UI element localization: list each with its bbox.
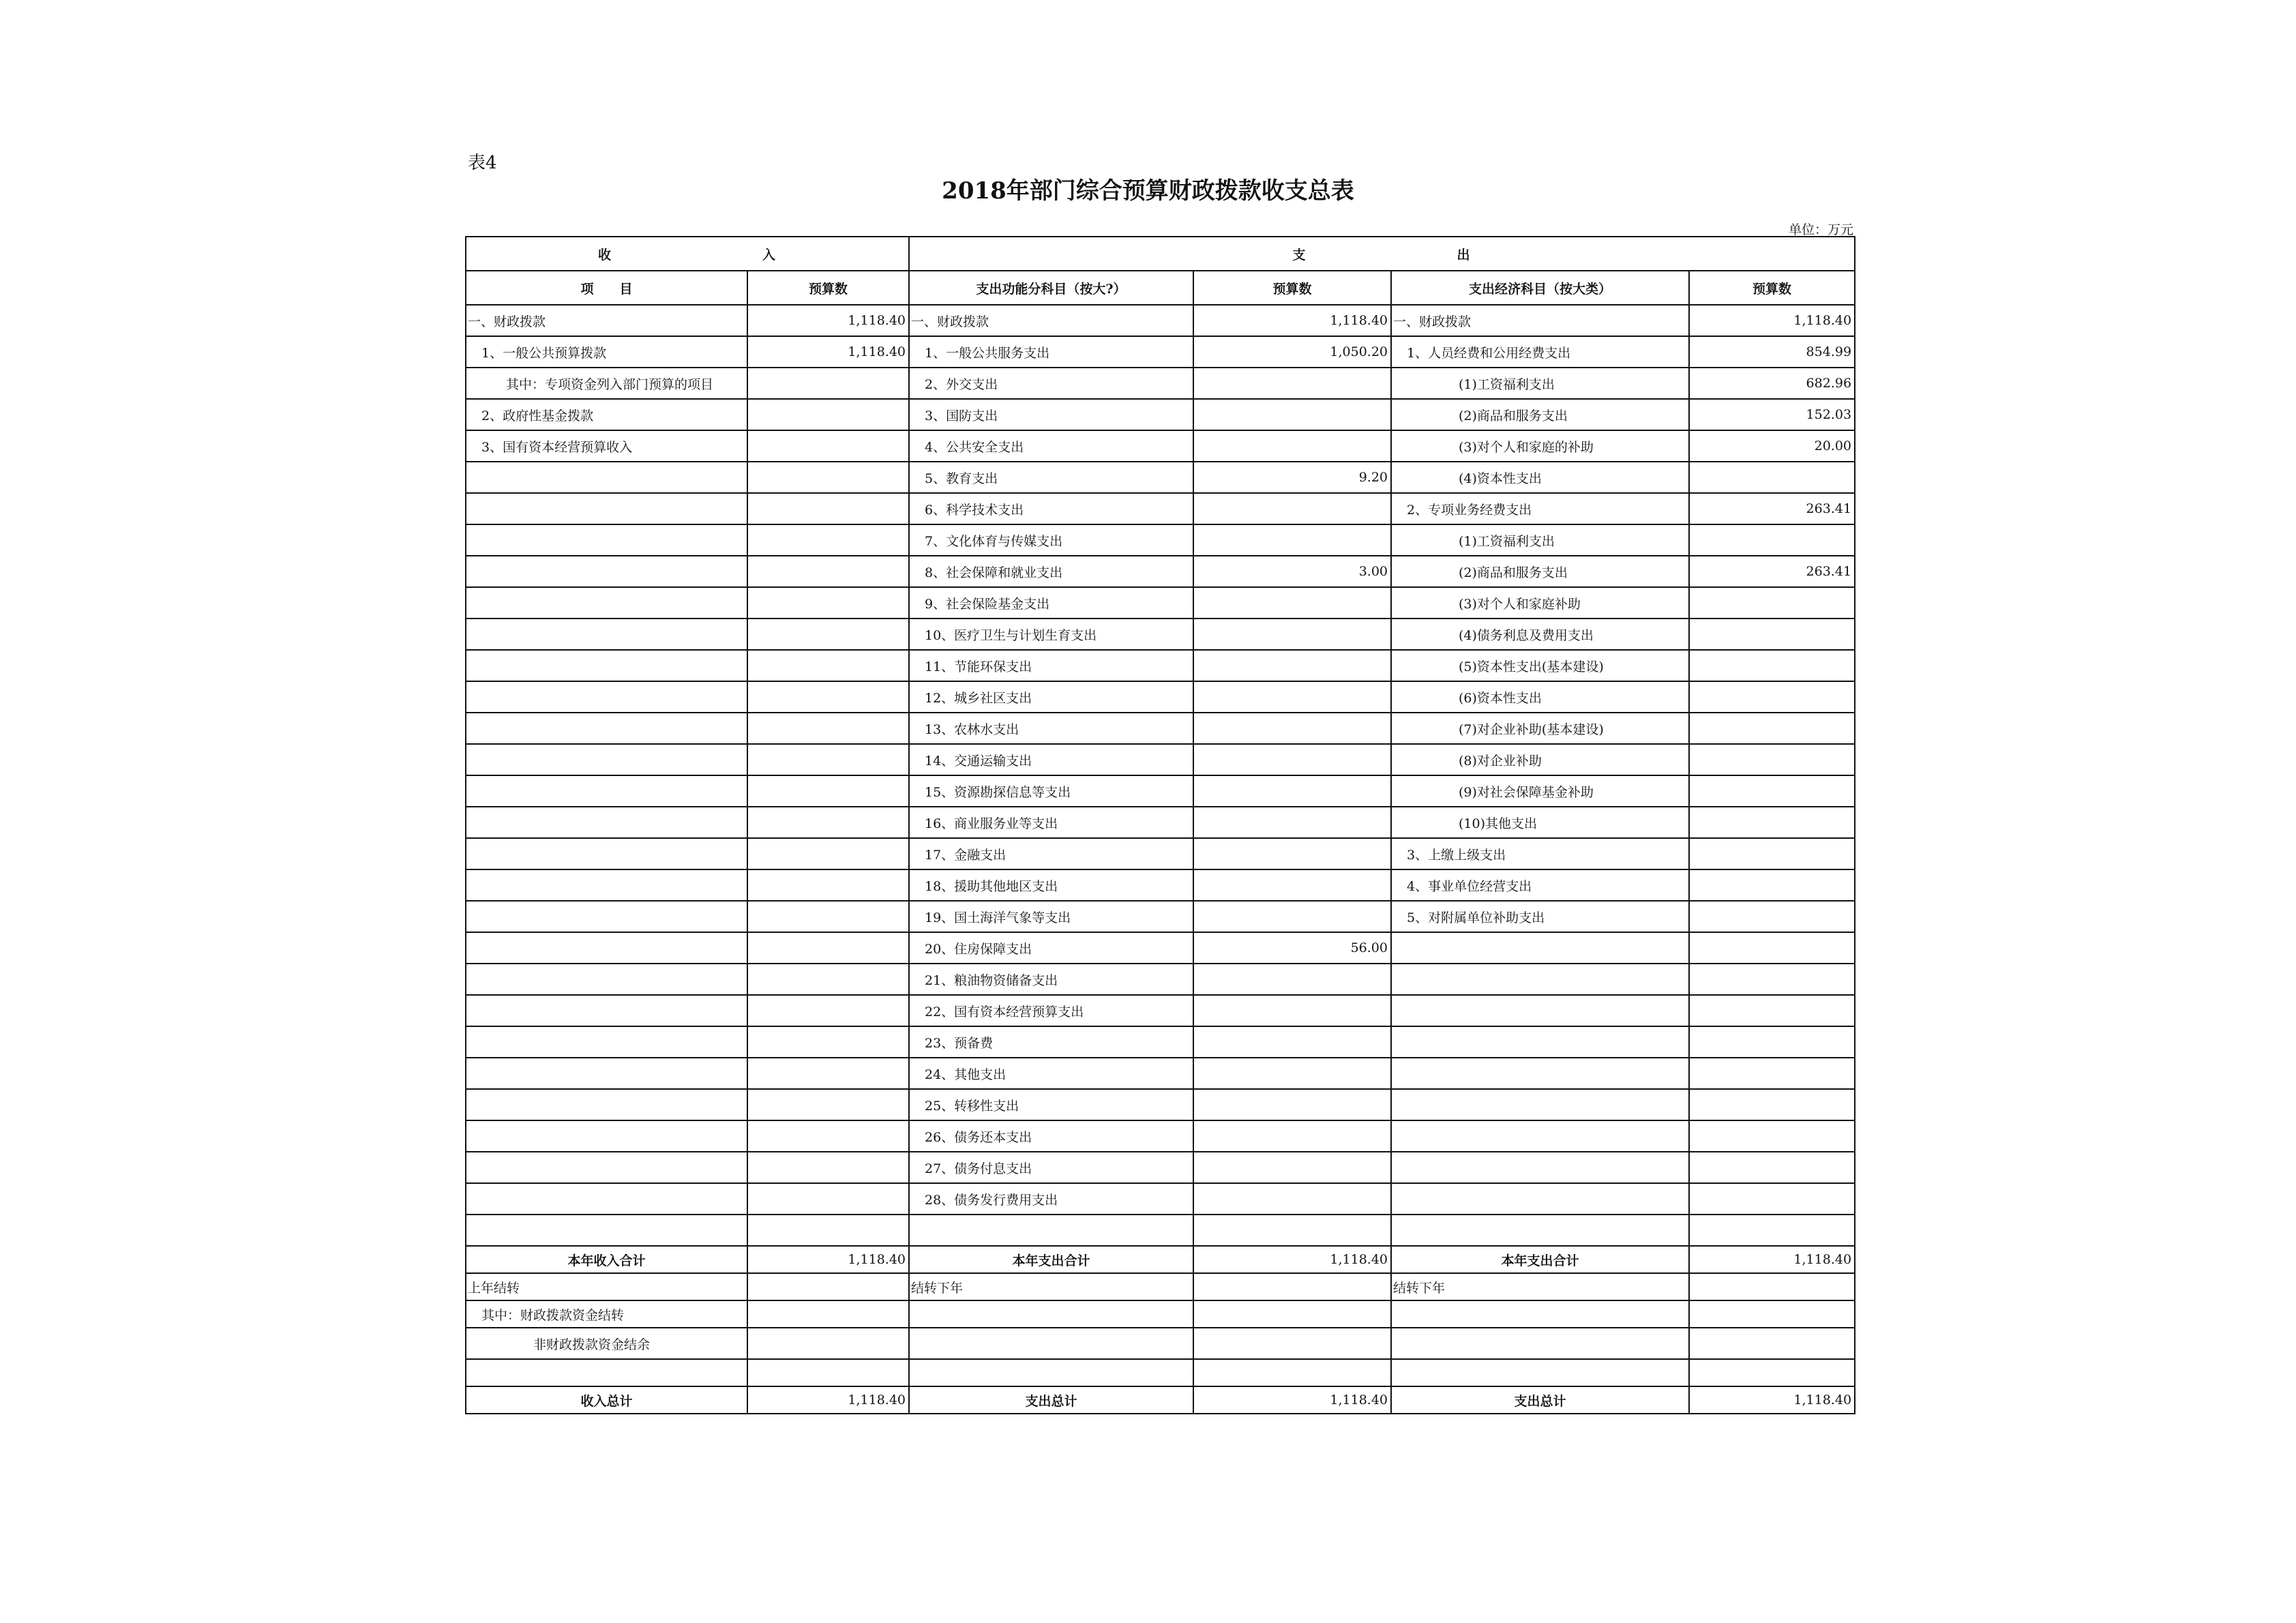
- economic-item-cell: [1391, 1026, 1689, 1058]
- function-budget-cell: [1193, 493, 1391, 524]
- table-row: [466, 995, 1855, 1026]
- function-item-cell: 3、国防支出: [909, 399, 1193, 430]
- income-item-cell: [466, 1058, 747, 1089]
- economic-item-cell: 4、事业单位经营支出: [1391, 869, 1689, 901]
- function-item-cell: 18、援助其他地区支出: [909, 869, 1193, 901]
- table-row: [466, 964, 1855, 995]
- income-item-cell: [466, 713, 747, 744]
- economic-item-cell: (3)对个人和家庭的补助: [1391, 430, 1689, 462]
- economic-budget-cell: [1689, 869, 1855, 901]
- economic-budget-cell: [1689, 650, 1855, 681]
- function-item-cell: 26、债务还本支出: [909, 1120, 1193, 1152]
- economic-budget-cell: [1689, 1183, 1855, 1215]
- income-budget-cell: [747, 524, 909, 556]
- income-budget-cell: [747, 650, 909, 681]
- income-budget-cell: [747, 399, 909, 430]
- economic-budget-cell: [1689, 1026, 1855, 1058]
- economic-budget-cell: [1689, 964, 1855, 995]
- income-item-cell: [466, 838, 747, 869]
- function-item-cell: 9、社会保险基金支出: [909, 587, 1193, 619]
- economic-budget-cell: 854.99: [1689, 336, 1855, 368]
- cell: [747, 1300, 909, 1328]
- expense-section-header: 支 出: [909, 237, 1855, 271]
- function-budget-cell: [1193, 838, 1391, 869]
- income-item-cell: 3、国有资本经营预算收入: [466, 430, 747, 462]
- economic-budget-cell: 1,118.40: [1689, 305, 1855, 336]
- economic-item-cell: 2、专项业务经费支出: [1391, 493, 1689, 524]
- economic-item-cell: 5、对附属单位补助支出: [1391, 901, 1689, 932]
- column-header-row: [466, 271, 1855, 305]
- economic-budget-cell: [1689, 1089, 1855, 1120]
- function-budget-cell: [1193, 650, 1391, 681]
- income-item-cell: [466, 807, 747, 838]
- cell: [1391, 1328, 1689, 1359]
- income-budget-cell: [747, 556, 909, 587]
- function-budget-cell: [1193, 1026, 1391, 1058]
- income-budget-cell: 1,118.40: [747, 336, 909, 368]
- economic-budget-cell: [1689, 744, 1855, 775]
- income-item-cell: [466, 650, 747, 681]
- document-title: 2018年部门综合预算财政拨款收支总表: [942, 177, 1354, 205]
- table-row: [466, 1215, 1855, 1246]
- function-item-cell: 12、城乡社区支出: [909, 681, 1193, 713]
- function-budget-cell: 1,050.20: [1193, 336, 1391, 368]
- col-header-function-budget: 预算数: [1193, 271, 1391, 305]
- economic-item-cell: [1391, 932, 1689, 964]
- income-item-cell: [466, 901, 747, 932]
- table-row: [466, 1058, 1855, 1089]
- function-budget-cell: [1193, 619, 1391, 650]
- table-row: [466, 399, 1855, 430]
- income-section-header: 收 入: [466, 237, 909, 271]
- economic-budget-cell: [1689, 775, 1855, 807]
- cell: [1391, 1300, 1689, 1328]
- year-expense-total-label-2: 本年支出合计: [1391, 1246, 1689, 1273]
- economic-budget-cell: [1689, 1215, 1855, 1246]
- economic-item-cell: (4)资本性支出: [1391, 462, 1689, 493]
- economic-item-cell: [1391, 1215, 1689, 1246]
- function-budget-cell: [1193, 775, 1391, 807]
- year-expense-total-label: 本年支出合计: [909, 1246, 1193, 1273]
- function-budget-cell: [1193, 1058, 1391, 1089]
- function-item-cell: 21、粮油物资储备支出: [909, 964, 1193, 995]
- income-budget-cell: [747, 744, 909, 775]
- economic-item-cell: [1391, 1089, 1689, 1120]
- economic-budget-cell: [1689, 1058, 1855, 1089]
- table-row: [466, 493, 1855, 524]
- cell: [1193, 1328, 1391, 1359]
- table-row: [466, 838, 1855, 869]
- non-fiscal-carry-row: [466, 1328, 1855, 1359]
- table-row: [466, 807, 1855, 838]
- income-item-cell: [466, 681, 747, 713]
- income-item-cell: [466, 493, 747, 524]
- year-income-total: 1,118.40: [747, 1246, 909, 1273]
- income-item-cell: 1、一般公共预算拨款: [466, 336, 747, 368]
- income-budget-cell: 1,118.40: [747, 305, 909, 336]
- function-budget-cell: [1193, 1183, 1391, 1215]
- cell: [1689, 1328, 1855, 1359]
- function-budget-cell: [1193, 681, 1391, 713]
- table-row: [466, 744, 1855, 775]
- function-budget-cell: [1193, 744, 1391, 775]
- income-budget-cell: [747, 1183, 909, 1215]
- economic-budget-cell: [1689, 901, 1855, 932]
- function-item-cell: 6、科学技术支出: [909, 493, 1193, 524]
- cell: [747, 1328, 909, 1359]
- table-row: [466, 1026, 1855, 1058]
- economic-budget-cell: [1689, 587, 1855, 619]
- economic-item-cell: 3、上缴上级支出: [1391, 838, 1689, 869]
- year-income-total-label: 本年收入合计: [466, 1246, 747, 1273]
- function-item-cell: 20、住房保障支出: [909, 932, 1193, 964]
- economic-budget-cell: [1689, 713, 1855, 744]
- income-item-cell: [466, 1183, 747, 1215]
- economic-budget-cell: [1689, 681, 1855, 713]
- income-budget-cell: [747, 995, 909, 1026]
- economic-budget-cell: [1689, 1120, 1855, 1152]
- economic-item-cell: (2)商品和服务支出: [1391, 556, 1689, 587]
- function-item-cell: 7、文化体育与传媒支出: [909, 524, 1193, 556]
- function-budget-cell: 9.20: [1193, 462, 1391, 493]
- table-row: [466, 650, 1855, 681]
- function-item-cell: 25、转移性支出: [909, 1089, 1193, 1120]
- economic-item-cell: [1391, 1058, 1689, 1089]
- function-item-cell: 15、资源勘探信息等支出: [909, 775, 1193, 807]
- economic-budget-cell: 20.00: [1689, 430, 1855, 462]
- income-budget-cell: [747, 869, 909, 901]
- col-header-function-item: 支出功能分科目（按大?）: [909, 271, 1193, 305]
- income-budget-cell: [747, 1026, 909, 1058]
- income-budget-cell: [747, 368, 909, 399]
- next-year-carry-label-2: 结转下年: [1391, 1273, 1689, 1300]
- function-budget-cell: [1193, 807, 1391, 838]
- function-item-cell: 23、预备费: [909, 1026, 1193, 1058]
- function-item-cell: 10、医疗卫生与计划生育支出: [909, 619, 1193, 650]
- income-item-cell: [466, 524, 747, 556]
- table-row: [466, 305, 1855, 336]
- cell: [909, 1328, 1193, 1359]
- economic-item-cell: [1391, 1152, 1689, 1183]
- function-item-cell: 1、一般公共服务支出: [909, 336, 1193, 368]
- grand-total-row: [466, 1386, 1855, 1414]
- function-item-cell: 一、财政拨款: [909, 305, 1193, 336]
- economic-item-cell: (6)资本性支出: [1391, 681, 1689, 713]
- income-budget-cell: [747, 932, 909, 964]
- function-budget-cell: [1193, 1120, 1391, 1152]
- economic-budget-cell: [1689, 462, 1855, 493]
- cell: [1689, 1359, 1855, 1386]
- economic-item-cell: (2)商品和服务支出: [1391, 399, 1689, 430]
- economic-item-cell: [1391, 1120, 1689, 1152]
- income-item-cell: [466, 1215, 747, 1246]
- economic-budget-cell: [1689, 619, 1855, 650]
- function-item-cell: 17、金融支出: [909, 838, 1193, 869]
- income-item-cell: [466, 1089, 747, 1120]
- economic-item-cell: (1)工资福利支出: [1391, 524, 1689, 556]
- spacer-row: [466, 1359, 1855, 1386]
- cell: [1391, 1359, 1689, 1386]
- economic-item-cell: (5)资本性支出(基本建设): [1391, 650, 1689, 681]
- function-item-cell: 28、债务发行费用支出: [909, 1183, 1193, 1215]
- non-fiscal-carry-label: 非财政拨款资金结余: [466, 1328, 747, 1359]
- table-row: [466, 430, 1855, 462]
- last-year-carry-label: 上年结转: [466, 1273, 747, 1300]
- cell: [747, 1359, 909, 1386]
- table-row: [466, 713, 1855, 744]
- expense-grand-total: 1,118.40: [1193, 1386, 1391, 1414]
- income-budget-cell: [747, 1089, 909, 1120]
- expense-grand-total-2: 1,118.40: [1689, 1386, 1855, 1414]
- table-row: [466, 1120, 1855, 1152]
- table-row: [466, 1152, 1855, 1183]
- economic-budget-cell: [1689, 995, 1855, 1026]
- expense-grand-total-label: 支出总计: [909, 1386, 1193, 1414]
- income-budget-cell: [747, 587, 909, 619]
- income-item-cell: [466, 932, 747, 964]
- function-budget-cell: [1193, 1215, 1391, 1246]
- income-item-cell: 其中：专项资金列入部门预算的项目: [466, 368, 747, 399]
- income-item-cell: [466, 1152, 747, 1183]
- table-row: [466, 336, 1855, 368]
- function-budget-cell: 56.00: [1193, 932, 1391, 964]
- function-item-cell: 2、外交支出: [909, 368, 1193, 399]
- income-budget-cell: [747, 901, 909, 932]
- function-budget-cell: [1193, 587, 1391, 619]
- table-row: [466, 619, 1855, 650]
- function-budget-cell: [1193, 1089, 1391, 1120]
- income-budget-cell: [747, 964, 909, 995]
- cell: [1689, 1300, 1855, 1328]
- function-budget-cell: [1193, 524, 1391, 556]
- economic-item-cell: [1391, 964, 1689, 995]
- economic-budget-cell: [1689, 932, 1855, 964]
- economic-budget-cell: 682.96: [1689, 368, 1855, 399]
- function-item-cell: 14、交通运输支出: [909, 744, 1193, 775]
- economic-item-cell: [1391, 1183, 1689, 1215]
- income-item-cell: [466, 775, 747, 807]
- function-item-cell: 11、节能环保支出: [909, 650, 1193, 681]
- fiscal-carry-row: [466, 1300, 1855, 1328]
- income-item-cell: [466, 995, 747, 1026]
- income-item-cell: [466, 964, 747, 995]
- fiscal-carry-label: 其中：财政拨款资金结转: [466, 1300, 747, 1328]
- function-budget-cell: 3.00: [1193, 556, 1391, 587]
- table-row: [466, 775, 1855, 807]
- income-budget-cell: [747, 681, 909, 713]
- expense-grand-total-label-2: 支出总计: [1391, 1386, 1689, 1414]
- economic-item-cell: (3)对个人和家庭补助: [1391, 587, 1689, 619]
- table-row: [466, 1183, 1855, 1215]
- table-row: [466, 869, 1855, 901]
- income-item-cell: [466, 556, 747, 587]
- section-header-row: [466, 237, 1855, 271]
- function-budget-cell: [1193, 869, 1391, 901]
- economic-budget-cell: [1689, 807, 1855, 838]
- income-item-cell: [466, 1120, 747, 1152]
- col-header-economic-budget: 预算数: [1689, 271, 1855, 305]
- function-budget-cell: 1,118.40: [1193, 305, 1391, 336]
- income-budget-cell: [747, 1215, 909, 1246]
- income-budget-cell: [747, 807, 909, 838]
- function-budget-cell: [1193, 368, 1391, 399]
- economic-budget-cell: 263.41: [1689, 556, 1855, 587]
- table-row: [466, 556, 1855, 587]
- income-budget-cell: [747, 1152, 909, 1183]
- function-item-cell: 8、社会保障和就业支出: [909, 556, 1193, 587]
- function-item-cell: [909, 1215, 1193, 1246]
- income-budget-cell: [747, 462, 909, 493]
- function-budget-cell: [1193, 713, 1391, 744]
- table-row: [466, 524, 1855, 556]
- economic-budget-cell: [1689, 838, 1855, 869]
- table-row: [466, 681, 1855, 713]
- cell: [909, 1300, 1193, 1328]
- economic-item-cell: (1)工资福利支出: [1391, 368, 1689, 399]
- unit-label: 单位：万元: [1788, 222, 1853, 237]
- col-header-income-item: 项 目: [466, 271, 747, 305]
- table-row: [466, 1089, 1855, 1120]
- income-budget-cell: [747, 493, 909, 524]
- function-item-cell: 27、债务付息支出: [909, 1152, 1193, 1183]
- budget-table: [465, 236, 1855, 1414]
- economic-budget-cell: [1689, 1152, 1855, 1183]
- economic-budget-cell: 263.41: [1689, 493, 1855, 524]
- function-budget-cell: [1193, 1152, 1391, 1183]
- income-item-cell: [466, 744, 747, 775]
- year-expense-total: 1,118.40: [1193, 1246, 1391, 1273]
- cell: [1193, 1300, 1391, 1328]
- year-expense-total-2: 1,118.40: [1689, 1246, 1855, 1273]
- income-grand-total-label: 收入总计: [466, 1386, 747, 1414]
- income-budget-cell: [747, 713, 909, 744]
- economic-item-cell: [1391, 995, 1689, 1026]
- function-budget-cell: [1193, 901, 1391, 932]
- income-budget-cell: [747, 619, 909, 650]
- economic-item-cell: (8)对企业补助: [1391, 744, 1689, 775]
- cell: [1689, 1273, 1855, 1300]
- income-budget-cell: [747, 1058, 909, 1089]
- economic-item-cell: (9)对社会保障基金补助: [1391, 775, 1689, 807]
- function-item-cell: 13、农林水支出: [909, 713, 1193, 744]
- income-item-cell: [466, 619, 747, 650]
- function-budget-cell: [1193, 430, 1391, 462]
- economic-item-cell: 一、财政拨款: [1391, 305, 1689, 336]
- function-budget-cell: [1193, 399, 1391, 430]
- cell: [1193, 1273, 1391, 1300]
- income-grand-total: 1,118.40: [747, 1386, 909, 1414]
- income-budget-cell: [747, 1120, 909, 1152]
- table-number-label: 表4: [468, 153, 497, 173]
- income-item-cell: 2、政府性基金拨款: [466, 399, 747, 430]
- income-item-cell: [466, 869, 747, 901]
- year-total-row: [466, 1246, 1855, 1273]
- table-row: [466, 587, 1855, 619]
- next-year-carry-label: 结转下年: [909, 1273, 1193, 1300]
- col-header-income-budget: 预算数: [747, 271, 909, 305]
- income-budget-cell: [747, 775, 909, 807]
- function-budget-cell: [1193, 995, 1391, 1026]
- cell: [466, 1359, 747, 1386]
- income-item-cell: [466, 462, 747, 493]
- income-budget-cell: [747, 430, 909, 462]
- table-row: [466, 368, 1855, 399]
- economic-item-cell: (7)对企业补助(基本建设): [1391, 713, 1689, 744]
- income-budget-cell: [747, 838, 909, 869]
- cell: [747, 1273, 909, 1300]
- function-item-cell: 19、国土海洋气象等支出: [909, 901, 1193, 932]
- function-item-cell: 22、国有资本经营预算支出: [909, 995, 1193, 1026]
- table-row: [466, 462, 1855, 493]
- cell: [1193, 1359, 1391, 1386]
- economic-item-cell: 1、人员经费和公用经费支出: [1391, 336, 1689, 368]
- function-item-cell: 5、教育支出: [909, 462, 1193, 493]
- economic-item-cell: (10)其他支出: [1391, 807, 1689, 838]
- income-item-cell: 一、财政拨款: [466, 305, 747, 336]
- function-item-cell: 24、其他支出: [909, 1058, 1193, 1089]
- income-item-cell: [466, 587, 747, 619]
- table-row: [466, 932, 1855, 964]
- economic-budget-cell: 152.03: [1689, 399, 1855, 430]
- function-budget-cell: [1193, 964, 1391, 995]
- economic-item-cell: (4)债务利息及费用支出: [1391, 619, 1689, 650]
- carry-row: [466, 1273, 1855, 1300]
- cell: [909, 1359, 1193, 1386]
- income-item-cell: [466, 1026, 747, 1058]
- function-item-cell: 4、公共安全支出: [909, 430, 1193, 462]
- col-header-economic-item: 支出经济科目（按大类）: [1391, 271, 1689, 305]
- economic-budget-cell: [1689, 524, 1855, 556]
- table-row: [466, 901, 1855, 932]
- function-item-cell: 16、商业服务业等支出: [909, 807, 1193, 838]
